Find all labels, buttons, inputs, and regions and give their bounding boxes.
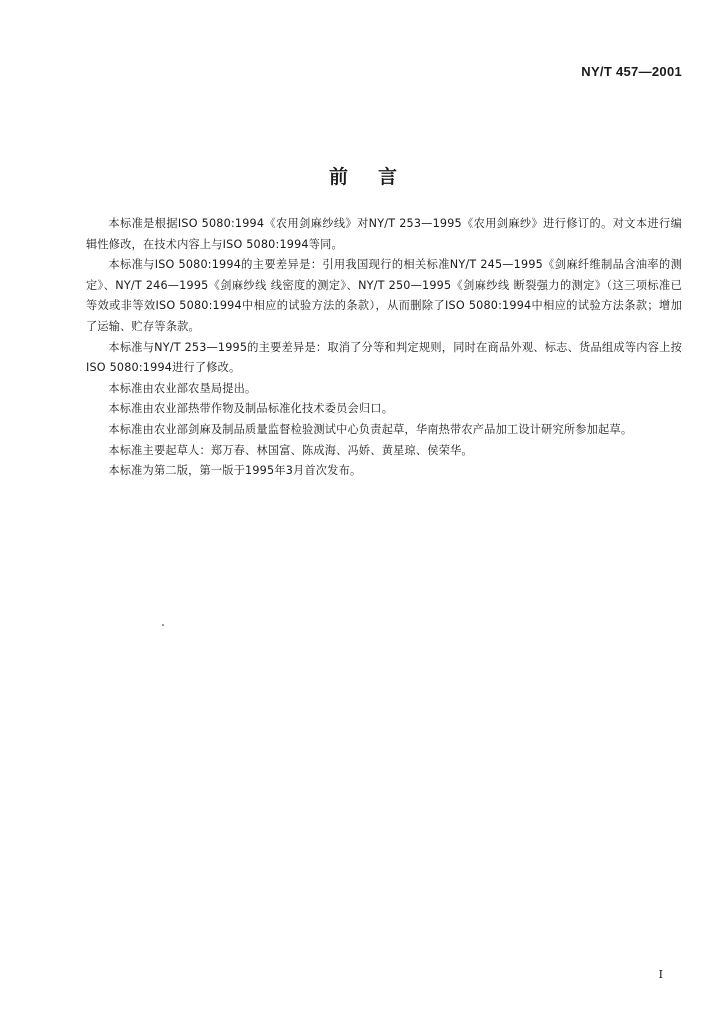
paragraph-drafting-units: 本标准由农业部剑麻及制品质量监督检验测试中心负责起草，华南热带农产品加工设计研究所参加起草。 (108, 422, 633, 436)
paragraph-differences-iso: 本标准与ISO 5080:1994的主要差异是：引用我国现行的相关标准NY/T 245—1995《剑麻纤维制品含油率的测定》、NY/T 246—1995《剑麻纱线 线密度的测定》、NY/T 250—1995《剑麻纱线 断裂强力的测定》（这三项标准已等效或非等效ISO 5080:1994中相应的试验方法的条款），从而删除了ISO 5080:1994中相应的试验方法条款；增加了运输、贮存等条款。 (86, 258, 682, 333)
scan-speck (162, 624, 164, 626)
paragraph-drafters: 本标准主要起草人：郑万春、林国富、陈成海、冯娇、黄星琼、侯荣华。 (108, 443, 473, 457)
page-number: I (658, 968, 663, 981)
paragraph-proposer: 本标准由农业部农垦局提出。 (108, 381, 257, 395)
foreword-body (86, 214, 682, 482)
paragraph-committee: 本标准由农业部热带作物及制品标准化技术委员会归口。 (108, 402, 394, 416)
paragraph-edition: 本标准为第二版，第一版于1995年3月首次发布。 (108, 464, 362, 478)
page-title: 前言 (328, 166, 427, 188)
paragraph-basis: 本标准是根据ISO 5080:1994《农用剑麻纱线》对NY/T 253—1995《农用剑麻纱》进行修订的。对文本进行编辑性修改，在技术内容上与ISO 5080:1994等同。 (86, 217, 682, 251)
standard-number: NY/T 457—2001 (581, 64, 682, 79)
paragraph-differences-previous: 本标准与NY/T 253—1995的主要差异是：取消了分等和判定规则，同时在商品外观、标志、货品组成等内容上按ISO 5080:1994进行了修改。 (86, 340, 682, 375)
